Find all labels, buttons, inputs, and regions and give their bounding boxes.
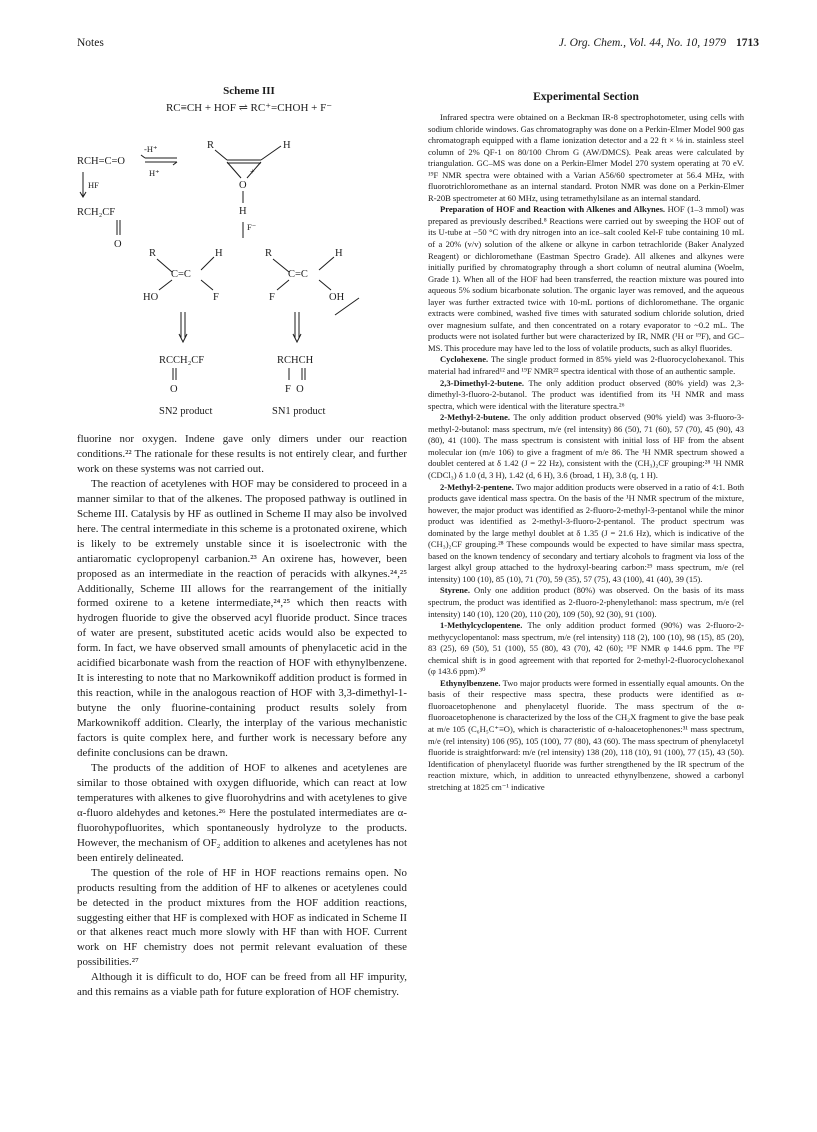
experimental-paragraph: [428, 112, 744, 204]
sn1-product-label: SN1 product: [272, 406, 326, 417]
section-heading: Experimental Section: [533, 91, 639, 103]
ketene-formula: RCH=C=O: [77, 156, 126, 167]
running-header-left: Notes: [77, 37, 104, 49]
right-enol-bond-f: [277, 280, 289, 290]
paragraph-body: The only addition product formed (90%) was 2-fluoro-2-methycyclopentanol: mass spectrum, m/e (rel intensity) 118 (2), 100 (10), 98 (15), 85 (20), 83 (25), 69 (50), 51 (100), 55 (80), 43 (70), 42 (60); ¹⁹F NMR φ 144.6 ppm. The ¹⁹F chemical shift is in good agreement with that reported for 2-methyl-2-fluorocyclohexanol (φ 143.6 ppm).³⁰: [428, 620, 744, 677]
paragraph-body: The only addition product observed (90% yield) was 3-fluoro-3-methyl-2-butanol: mass spectrum, m/e (rel intensity) 86 (50), 71 (60), 57 (70), 45 (90), 43 (80), 41 (100). The mass spectrum is consistent with initial loss of HF from the absent molecular ion (m/e 106) to give a fragment of m/e 86. The ¹H NMR spectrum showed a doublet centered at δ 1.42 (J = 22 Hz), consistent with the (CH₃)₂CF grouping:²⁸ ¹H NMR (CDCl₃) δ 1.0 (d, 3 H), 1.42 (d, 6 H), 3.6 (broad, 1 H), 3.8 (q, 1 H).: [428, 412, 744, 480]
left-enol-f: F: [213, 292, 219, 303]
equilibrium-arrowhead-top: [141, 155, 145, 158]
paragraph-heading: 2-Methyl-2-pentene.: [440, 481, 514, 492]
left-paragraph: The products of the addition of HOF to alkenes and acetylenes are similar to those obtained with oxygen difluoride, which can react at low temperatures with alkenes to give fluorohydrins and with acetylenes to give α-fluoro aldehydes and ketones.²⁶ Here the postulated intermediates are α-fluorohypofluorites, which spontaneously hydrolyze to the products. However, the mechanism of OF₂ addition to alkenes and acetylenes has not been entirely delineated.: [77, 761, 407, 864]
left-tautomer-arrowhead: [179, 334, 187, 342]
paragraph-heading: 2-Methyl-2-butene.: [440, 412, 511, 423]
running-header-right: [559, 37, 759, 49]
experimental-paragraph: [428, 204, 744, 354]
journal-citation: J. Org. Chem., Vol. 44, No. 10, 1979: [558, 37, 726, 49]
left-enol-bond-r: [157, 259, 172, 272]
paragraph-body: Infrared spectra were obtained on a Beckman IR-8 spectrophotometer, using cells with sodium chloride windows. Gas chromatography was done on a Perkin-Elmer Model 900 gas chromatograph equipped with a flame ionization detector and a 22 ft × ⅛ in. stainless steel column of 2% QF-1 on 80/100 Chrom G (AW/DMCS). Peak areas were calculated by triangulation. GC–MS was done on a Perkin-Elmer Model 270 system operating at 70 eV. ¹⁹F NMR spectra were obtained with a Varian A56/60 spectrometer at 56.4 MHz, with fluorotrichloromethane as an internal standard. Proton NMR was done on a Perkin-Elmer R-20B spectrometer at 60 MHz, using tetramethylsilane as an internal standard.: [428, 112, 744, 203]
left-enol-bond-f: [201, 280, 213, 290]
oxirene-bond-h: [261, 146, 281, 160]
left-enol-ho: HO: [143, 292, 159, 303]
oxirene-co-left: [227, 162, 241, 178]
paragraph-heading: 2,3-Dimethyl-2-butene.: [440, 377, 525, 388]
scheme-equation: RC≡CH + HOF ⇌ RC⁺=CHOH + F⁻: [165, 102, 333, 114]
paragraph-heading: Styrene.: [440, 585, 470, 596]
acyl-fluoride-formula: RCH₂CF: [77, 207, 116, 218]
experimental-paragraph: [428, 482, 744, 586]
oxirene-h: H: [283, 140, 291, 151]
left-enol-cc: C=C: [171, 269, 191, 280]
left-enol-bond-ho: [159, 280, 172, 290]
oxirene-plus: +: [250, 167, 255, 176]
paragraph-heading: Ethynylbenzene.: [440, 677, 501, 688]
right-enol-r: R: [265, 248, 273, 259]
right-enol-bond-h: [319, 257, 334, 270]
sn2-oxygen: O: [170, 384, 178, 395]
scheme-iii-diagram: [77, 80, 417, 420]
experimental-paragraph: [428, 585, 744, 620]
oxirene-bond-r: [215, 150, 227, 160]
oxirene-oxygen: O: [239, 180, 247, 191]
oxirene-hydrogen: H: [239, 206, 247, 217]
sn1-product-formula: RCHCH: [277, 355, 314, 366]
plus-h-label: H⁺: [149, 168, 160, 178]
experimental-paragraph: [428, 354, 744, 377]
page-number: 1713: [736, 37, 759, 49]
left-paragraph: The reaction of acetylenes with HOF may be considered to proceed in a manner similar to that of the alkenes. The proposed pathway is outlined in Scheme III. Catalysis by HF as outlined in Scheme II may also be involved here. The central intermediate in this scheme is a protonated oxirene, which is likely to be extremely unstable since it is isoelectronic with the antiaromatic cyclopropenyl carbanion.²³ An oxirene has, however, been proposed as an intermediate in the reaction of peracids with alkynes.²⁴,²⁵ Additionally, Scheme III allows for the rearrangement of the initially formed oxirene to a ketene intermediate,²⁴,²⁵ which then reacts with hydrogen fluoride to give the observed acyl fluoride product. Since traces of water are present, substituted acetic acids would also be expected to form. In fact, we have observed small amounts of phenylacetic acid in the acidified bicarbonate wash from the reaction of HOF with ethynylbenzene. It is interesting to note that no Markownikoff addition product is formed in this reaction, while in the analogous reaction of HOF with 3,3-dimethyl-1-butyne the only fluorine-containing product results solely from Markownikoff addition. Clearly, the interplay of the various mechanistic factors is quite complex here, and further work is necessary before any definite conclusions can be drawn.: [77, 477, 407, 760]
sn1-bottom-atoms: F O: [285, 384, 304, 395]
left-enol-r: R: [149, 248, 157, 259]
fluoride-label: F⁻: [247, 222, 257, 232]
left-text-column: [77, 432, 407, 1000]
right-enol-h: H: [335, 248, 343, 259]
left-enol-bond-h: [201, 257, 214, 270]
left-paragraph: The question of the role of HF in HOF reactions remains open. No products resulting from the addition of HF to alkenes or acetylenes could be detected in the product mixtures from the HOF addition reactions, suggesting either that HF is complexed with HOF as indicated in Scheme II or that alkenes react much more slowly with HF than with HOF. Current work on HF chemistry does not permit relevant evaluation of these possibilities.²⁷: [77, 866, 407, 969]
paragraph-heading: Preparation of HOF and Reaction with Alkenes and Alkynes.: [440, 204, 666, 215]
sn2-product-formula: RCCH₂CF: [159, 355, 205, 366]
minus-h-label: -H⁺: [144, 144, 158, 154]
experimental-paragraph: [428, 412, 744, 481]
left-enol-h: H: [215, 248, 223, 259]
acyl-oxygen: O: [114, 239, 122, 250]
experimental-paragraph: [428, 378, 744, 413]
paragraph-body: The single product formed in 85% yield was 2-fluorocyclohexanol. This material had infrared¹² and ¹⁹F NMR²² spectra identical with those of an authentic sample.: [428, 354, 744, 377]
left-paragraph: Although it is difficult to do, HOF can be freed from all HF impurity, and this remains as a viable path for future exploration of HOF chemistry.: [77, 971, 407, 999]
experimental-section: [428, 90, 744, 793]
paragraph-body: HOF (1–3 mmol) was prepared as previously described.⁸ Reactions were carried out by sweeping the HOF out of its U-tube at −50 °C with dry nitrogen into an ice–salt cooled Kel-F tube containing 10 mL of a 20% (v/v) solution of the alkene or alkyne in carbon tetrachloride (Baker Analyzed Reagent) or dichloromethane (Eastman Spectro Grade). All alkenes and alkynes were initially purified by chromatography through a short column of neutral alumina (Woelm, Grade 1). When all of the HOF had been transferred, the reaction mixture was poured into aqueous 5% sodium bicarbonate solution. The organic layer was removed, and the aqueous layer was further extracted twice with 10-mL portions of dichloromethane. The organic extracts were combined, washed five times with saturated sodium chloride solution, dried over magnesium sulfate, and then concentrated on a rotary evaporator to ~0.2 mL. The products were not isolated further but were characterized by IR, NMR (¹H or ¹⁹F), and GC–MS. This procedure may have led to the loss of volatile products, such as alkyl fluorides.: [428, 204, 744, 353]
right-tautomer-arrowhead: [293, 334, 301, 342]
sn2-product-label: SN2 product: [159, 406, 213, 417]
right-enol-cc: C=C: [288, 269, 308, 280]
right-enol-f: F: [269, 292, 275, 303]
right-enol-bond-oh: [319, 280, 331, 290]
left-paragraph: fluorine nor oxygen. Indene gave only dimers under our reaction conditions.²² The rationale for these results is not entirely clear, and further work on these systems was not carried out.: [77, 433, 407, 475]
paragraph-body: The only addition product observed (80% yield) was 2,3-dimethyl-3-fluoro-2-butanol. The product was identified from its ¹H NMR and mass spectra, which were identical with the literature spectra.²⁶: [428, 377, 744, 411]
paragraph-body: Two major addition products were observed in a ratio of 4:1. Both products gave identical mass spectra. On the basis of the ¹H NMR spectrum of the mixture, however, the major product was identified as 2-fluoro-2-methyl-3-pentanol while the minor product was identified as 2-methyl-3-fluoro-2-pentanol. The product spectrum was dominated by the large methyl doublet at δ 1.35 (J = 21.6 Hz), which is indicative of the (CH₃)₂CF grouping.²⁸ These compounds would be expected to have similar mass spectra, based on the known tendency of secondary and tertiary alcohols to fragment via loss of the largest alkyl group attached to the hydroxyl-bearing carbon:²⁹ mass spectrum, m/e (rel intensity) 100 (10), 85 (10), 71 (70), 59 (35), 57 (75), 43 (100), 41 (40), 39 (15).: [428, 481, 744, 584]
right-enol-bond-r: [273, 259, 289, 272]
paragraph-body: Two major products were formed in essentially equal amounts. On the basis of their respective mass spectra, these products were identified as α-fluoroacetophenone and phenylacetyl fluoride. The mass spectrum of the α-fluoroacetophenone is characterized by the loss of the CH₂X fragment to give the base peak at m/e 105 (C₆H₅C⁺≡O), which is characteristic of α-haloacetophenones:³¹ mass spectrum, m/e (rel intensity) 106 (95), 105 (100), 77 (80), 43 (60). The mass spectrum of phenylacetyl fluoride is straightforward: m/e (rel intensity) 138 (20), 118 (10), 91 (100), 77 (15), 43 (50). Identification of phenylacetyl fluoride was further strengthened by the IR spectrum of the reaction mixture, which, in addition to unreacted ethynylbenzene, showed a carbonyl stretching at 1825 cm⁻¹ indicative: [428, 677, 744, 792]
hf-label: HF: [88, 180, 99, 190]
experimental-paragraph: [428, 678, 744, 793]
paragraph-heading: Cyclohexene.: [440, 354, 489, 365]
paragraph-heading: 1-Methylcyclopentene.: [440, 620, 523, 631]
oxirene-r: R: [207, 140, 215, 151]
scheme-title: Scheme III: [223, 85, 275, 97]
experimental-paragraph: [428, 620, 744, 678]
right-enol-oh: OH: [329, 292, 345, 303]
paragraph-body: Only one addition product (80%) was observed. On the basis of its mass spectrum, the product was identified as 2-fluoro-2-phenylethanol: mass spectrum, m/e (rel intensity) 140 (10), 120 (20), 110 (20), 109 (50), 92 (30), 91 (100).: [428, 585, 744, 619]
